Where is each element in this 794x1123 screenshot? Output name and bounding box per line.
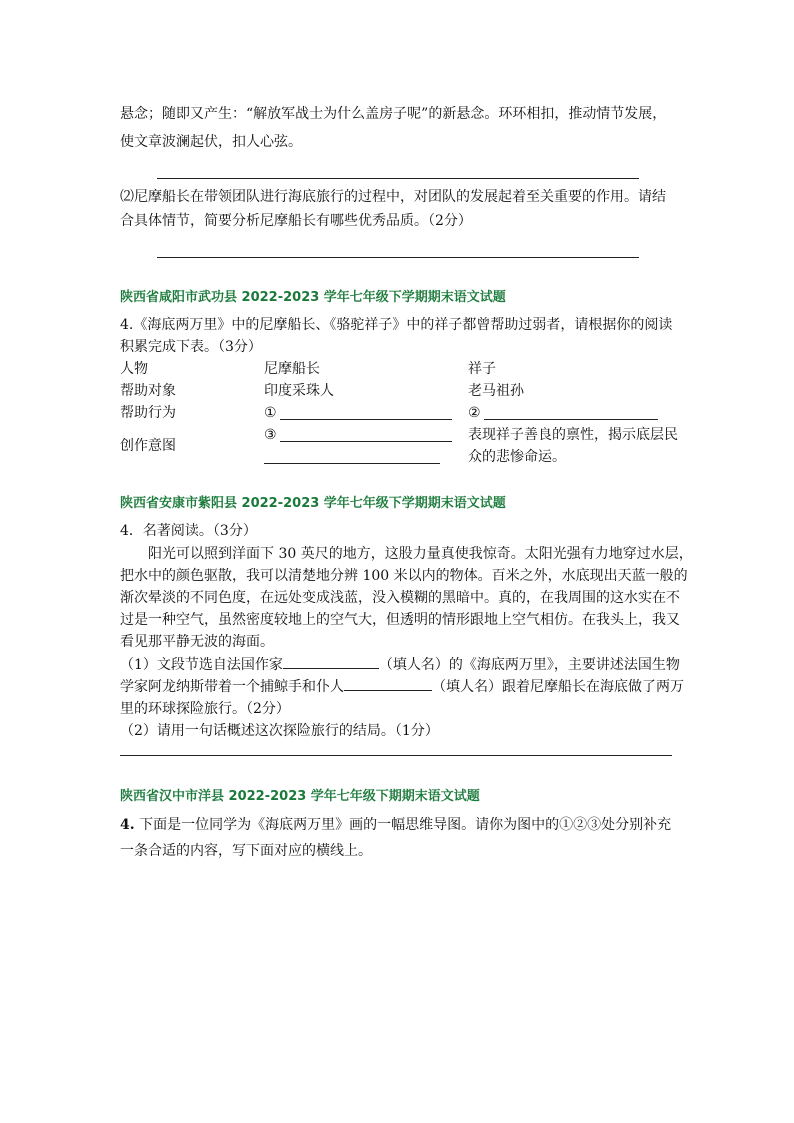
- question-text-part: （填人名）跟着尼摩船长在海底做了两万: [432, 679, 684, 695]
- passage-line: 把水中的颜色驱散，我可以清楚地分辨 100 米以内的物体。百米之外，水底现出天蓝一般的: [120, 568, 688, 584]
- table-cell: 尼摩船长: [264, 361, 320, 377]
- answer-line[interactable]: [484, 419, 658, 420]
- table-row-label: 创作意图: [120, 438, 176, 454]
- question-text: 4．名著阅读。（3分）: [120, 523, 257, 539]
- answer-line[interactable]: [120, 755, 672, 756]
- answer-line: [157, 178, 639, 179]
- question-text-part: 下面是一位同学为《海底两万里》画的一幅思维导图。请你为图中的①②③处分别补充: [139, 817, 672, 833]
- question-text: [120, 654, 680, 676]
- answer-line: [157, 257, 639, 258]
- table-cell: 祥子: [468, 361, 496, 377]
- passage-line: 阳光可以照到洋面下 30 英尺的地方，这股力量真使我惊奇。太阳光强有力地穿过水层，: [148, 546, 693, 562]
- answer-line[interactable]: [264, 463, 440, 464]
- question-text: 合具体情节，简要分析尼摩船长有哪些优秀品质。（2分）: [120, 213, 472, 229]
- fill-blank[interactable]: [344, 676, 432, 691]
- question-text-part: 学家阿龙纳斯带着一个捕鲸手和仆人: [120, 679, 344, 695]
- question-text: [120, 676, 684, 698]
- table-cell: ③: [264, 427, 277, 443]
- passage-line: 渐次晕淡的不同色度，在远处变成浅蓝，没入模糊的黑暗中。真的，在我周围的这水实在不: [120, 590, 680, 606]
- question-text: 积累完成下表。（3分）: [120, 339, 262, 355]
- table-cell: 老马祖孙: [468, 383, 524, 399]
- fill-blank[interactable]: [283, 654, 379, 669]
- section-heading: 陕西省汉中市洋县 2022-2023 学年七年级下期期末语文试题: [120, 789, 480, 804]
- table-cell: ②: [468, 405, 481, 421]
- table-cell: 印度采珠人: [264, 383, 334, 399]
- question-number: 4.: [120, 817, 135, 833]
- question-text: [120, 814, 671, 836]
- table-cell: 众的悲惨命运。: [468, 449, 566, 465]
- table-row-label: 帮助行为: [120, 405, 176, 421]
- question-text: 一条合适的内容，写下面对应的横线上。: [120, 843, 372, 859]
- passage-line: 看见那平静无波的海面。: [120, 634, 274, 650]
- passage-line: 过是一种空气，虽然密度较地上的空气大，但透明的情形跟地上空气相仿。在我头上，我又: [120, 612, 680, 628]
- question-text: （2）请用一句话概述这次探险旅行的结局。（1分）: [120, 723, 439, 739]
- paragraph-line: 悬念；随即又产生：“解放军战士为什么盖房子呢”的新悬念。环环相扣，推动情节发展，: [120, 106, 667, 122]
- answer-line[interactable]: [280, 441, 452, 442]
- table-cell: 表现祥子善良的禀性，揭示底层民: [468, 427, 678, 443]
- question-text-part: （填人名）的《海底两万里》，主要讲述法国生物: [378, 657, 680, 673]
- question-text: 里的环球探险旅行。（2分）: [120, 701, 290, 717]
- answer-line[interactable]: [280, 419, 452, 420]
- section-heading: 陕西省咸阳市武功县 2022-2023 学年七年级下学期期末语文试题: [120, 290, 506, 305]
- question-text: 4.《海底两万里》中的尼摩船长、《骆驼祥子》中的祥子都曾帮助过弱者，请根据你的阅读: [120, 317, 673, 333]
- table-row-label: 人物: [120, 361, 148, 377]
- question-text-part: （1）文段节选自法国作家: [120, 657, 283, 673]
- question-text: ⑵尼摩船长在带领团队进行海底旅行的过程中，对团队的发展起着至关重要的作用。请结: [120, 189, 666, 205]
- table-cell: ①: [264, 405, 277, 421]
- section-heading: 陕西省安康市紫阳县 2022-2023 学年七年级下学期期末语文试题: [120, 496, 506, 511]
- paragraph-line: 使文章波澜起伏，扣人心弦。: [120, 134, 302, 150]
- table-row-label: 帮助对象: [120, 383, 176, 399]
